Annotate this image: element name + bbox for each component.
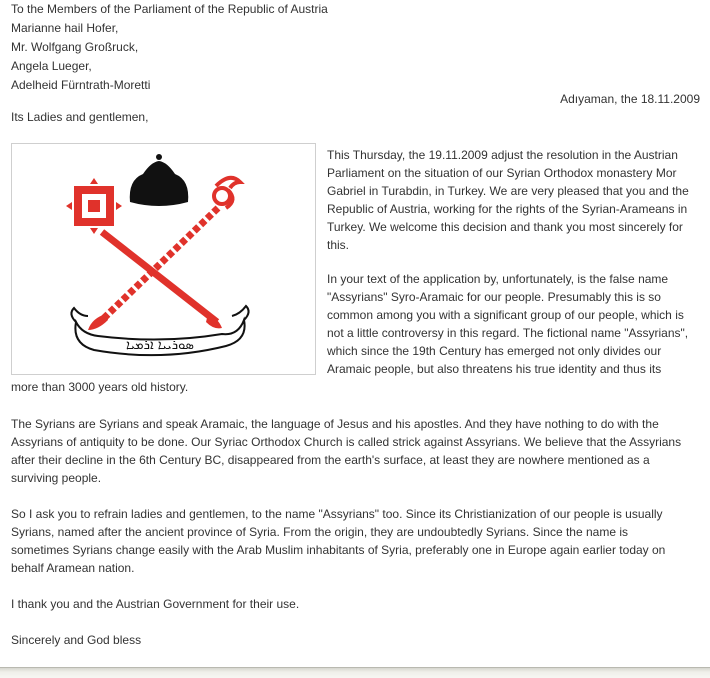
letter-date: Adıyaman, the 18.11.2009 [560,92,700,106]
page-bottom-border [0,667,710,678]
closing-line: Sincerely and God bless [11,633,142,647]
recipient-address [11,0,328,95]
text-line: In your text of the application by, unfortunately, is the false name [327,272,669,286]
address-line: Marianne hail Hofer, [11,21,119,35]
text-line: surviving people. [11,471,102,485]
text-line: "Assyrians" Syro-Aramaic for our people. Presumably this is so [327,290,661,304]
text-line: Gabriel in Turabdin, in Turkey. We are very pleased that you and the [327,184,689,198]
paragraph-2 [327,270,699,378]
text-line: Turkey. We welcome this decision and thank you most sincerely for [327,220,683,234]
text-line: this. [327,238,350,252]
paragraph-4 [11,505,703,577]
mitre-cross-icon [156,154,162,160]
address-line: Adelheid Fürntrath-Moretti [11,78,151,92]
text-line: Aramaic people, but also threatens his true identity and thus its [327,362,662,376]
text-line: So I ask you to refrain ladies and gentlemen, to the name "Assyrians" too. Since its Christianization of our people is usually [11,507,663,521]
text-line: not a little controversy in this regard. The fictional name "Assyrians", [327,326,689,340]
text-line: Syrians, named after the ancient province of Syria. From the origin, they are undoubtedly Syrians. Since the name is [11,525,628,539]
greeting: Its Ladies and gentlemen, [11,110,149,124]
church-emblem-image [11,143,316,375]
text-line: Parliament on the situation of our Syrian Orthodox monastery Mor [327,166,677,180]
paragraph-2-tail: more than 3000 years old history. [11,380,189,394]
text-line: common among you with a significant group of our people, which is [327,308,684,322]
text-line: Assyrians of antiquity to be done. Our Syriac Orthodox Church is called strick against Assyrians. We believe that the Assyrians [11,435,682,449]
paragraph-3 [11,415,703,487]
mitre-icon [130,161,188,206]
paragraph-1 [327,146,699,254]
address-line: Angela Lueger, [11,59,92,73]
text-line: after their decline in the 6th Century BC, disappeared from the earth's surface, at least they are nowhere mentioned as a [11,453,650,467]
text-line: sometimes Syrians change easily with the Arab Muslim inhabitants of Syria, preferably one in Europe again earlier today on [11,543,666,557]
text-line: behalf Aramean nation. [11,561,135,575]
address-line: To the Members of the Parliament of the Republic of Austria [11,2,328,16]
text-line: The Syrians are Syrians and speak Aramaic, the language of Jesus and his apostles. And they have nothing to do with the [11,417,659,431]
text-line: which since the 19th Century has emerged not only divides our [327,344,662,358]
emblem-graphic [12,144,315,374]
banner-scroll-icon [71,306,248,355]
paragraph-5: I thank you and the Austrian Government for their use. [11,597,300,611]
text-line: This Thursday, the 19.11.2009 adjust the resolution in the Austrian [327,148,678,162]
banner-text: ܣܘܪܝܝܐ ܐܪܡܝܐ [126,338,194,353]
address-line: Mr. Wolfgang Großruck, [11,40,139,54]
text-line: Republic of Austria, working for the rights of the Syrian-Arameans in [327,202,688,216]
